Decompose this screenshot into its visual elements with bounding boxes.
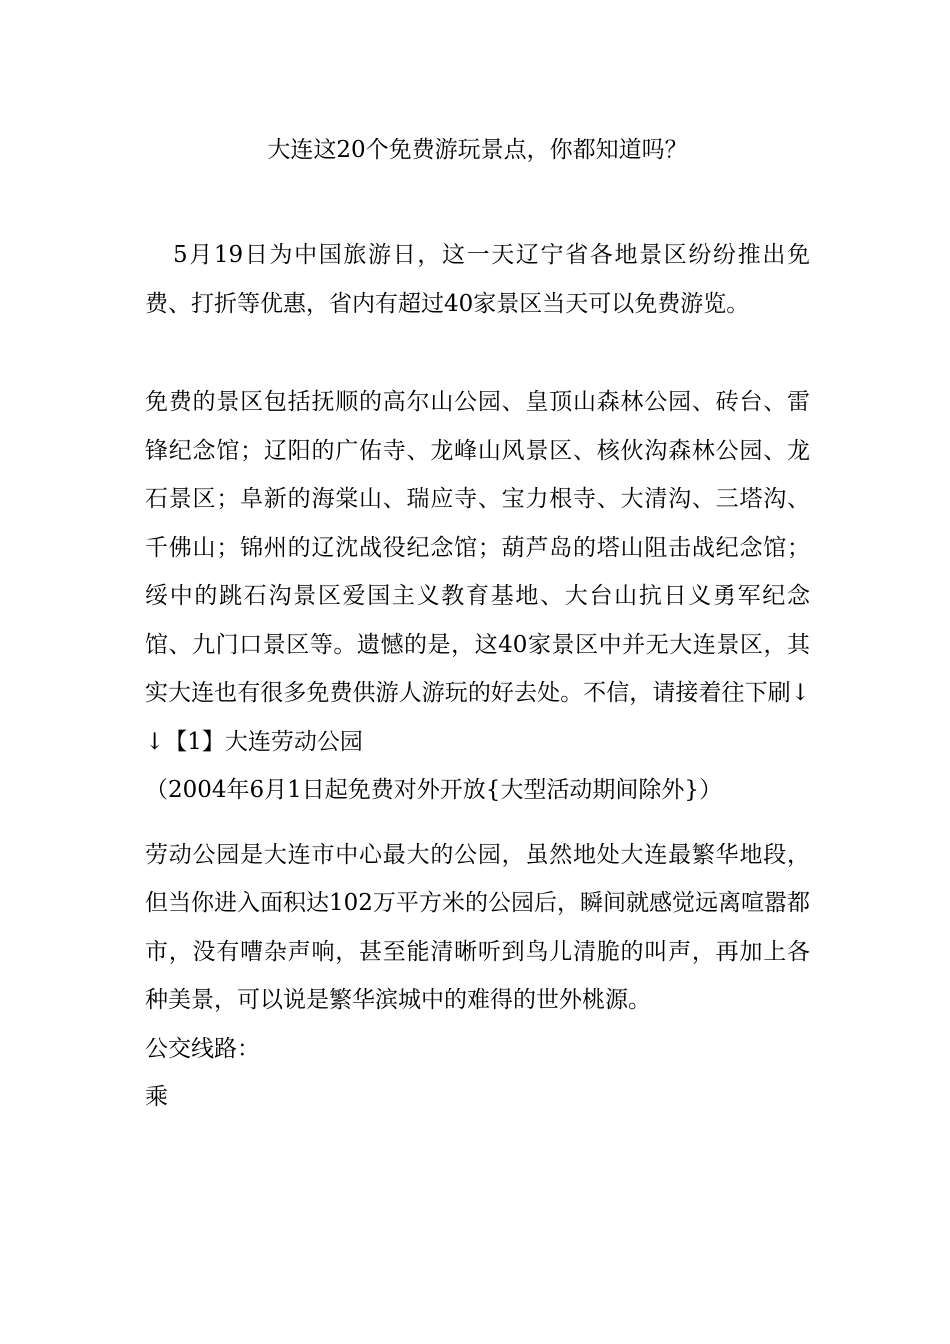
open-note: （2004年6月1日起免费对外开放{大型活动期间除外}） <box>145 777 723 803</box>
bus-route-text: 乘 <box>145 1084 168 1110</box>
bus-route-label: 公交线路： <box>145 1035 260 1062</box>
park-description-paragraph: 劳动公园是大连市中心最大的公园，虽然地处大连最繁华地段，但当你进入面积达102万平方米的公园后，瞬间就感觉远离喧嚣都市，没有嘈杂声响，甚至能清晰听到鸟儿清脆的叫声，再加上各种美景，可以说是繁华滨城中的难得的世外桃源。 <box>145 841 810 1013</box>
document-body <box>145 126 810 1122</box>
free-spots-paragraph: 免费的景区包括抚顺的高尔山公园、皇顶山森林公园、砖台、雷锋纪念馆；辽阳的广佑寺、龙峰山风景区、核伙沟森林公园、龙石景区；阜新的海棠山、瑞应寺、宝力根寺、大清沟、三塔沟、千佛山；锦州的辽沈战役纪念馆；葫芦岛的塔山阻击战纪念馆；绥中的跳石沟景区爱国主义教育基地、大台山抗日义勇军纪念馆、九门口景区等。遗憾的是，这40家景区中并无大连景区，其实大连也有很多免费供游人游玩的好去处。不信，请接着往下刷↓↓【1】大连劳动公园 <box>145 389 810 755</box>
document-title: 大连这20个免费游玩景点，你都知道吗？ <box>267 137 688 163</box>
intro-paragraph: 5月19日为中国旅游日，这一天辽宁省各地景区纷纷推出免费、打折等优惠，省内有超过40家景区当天可以免费游览。 <box>145 242 810 317</box>
